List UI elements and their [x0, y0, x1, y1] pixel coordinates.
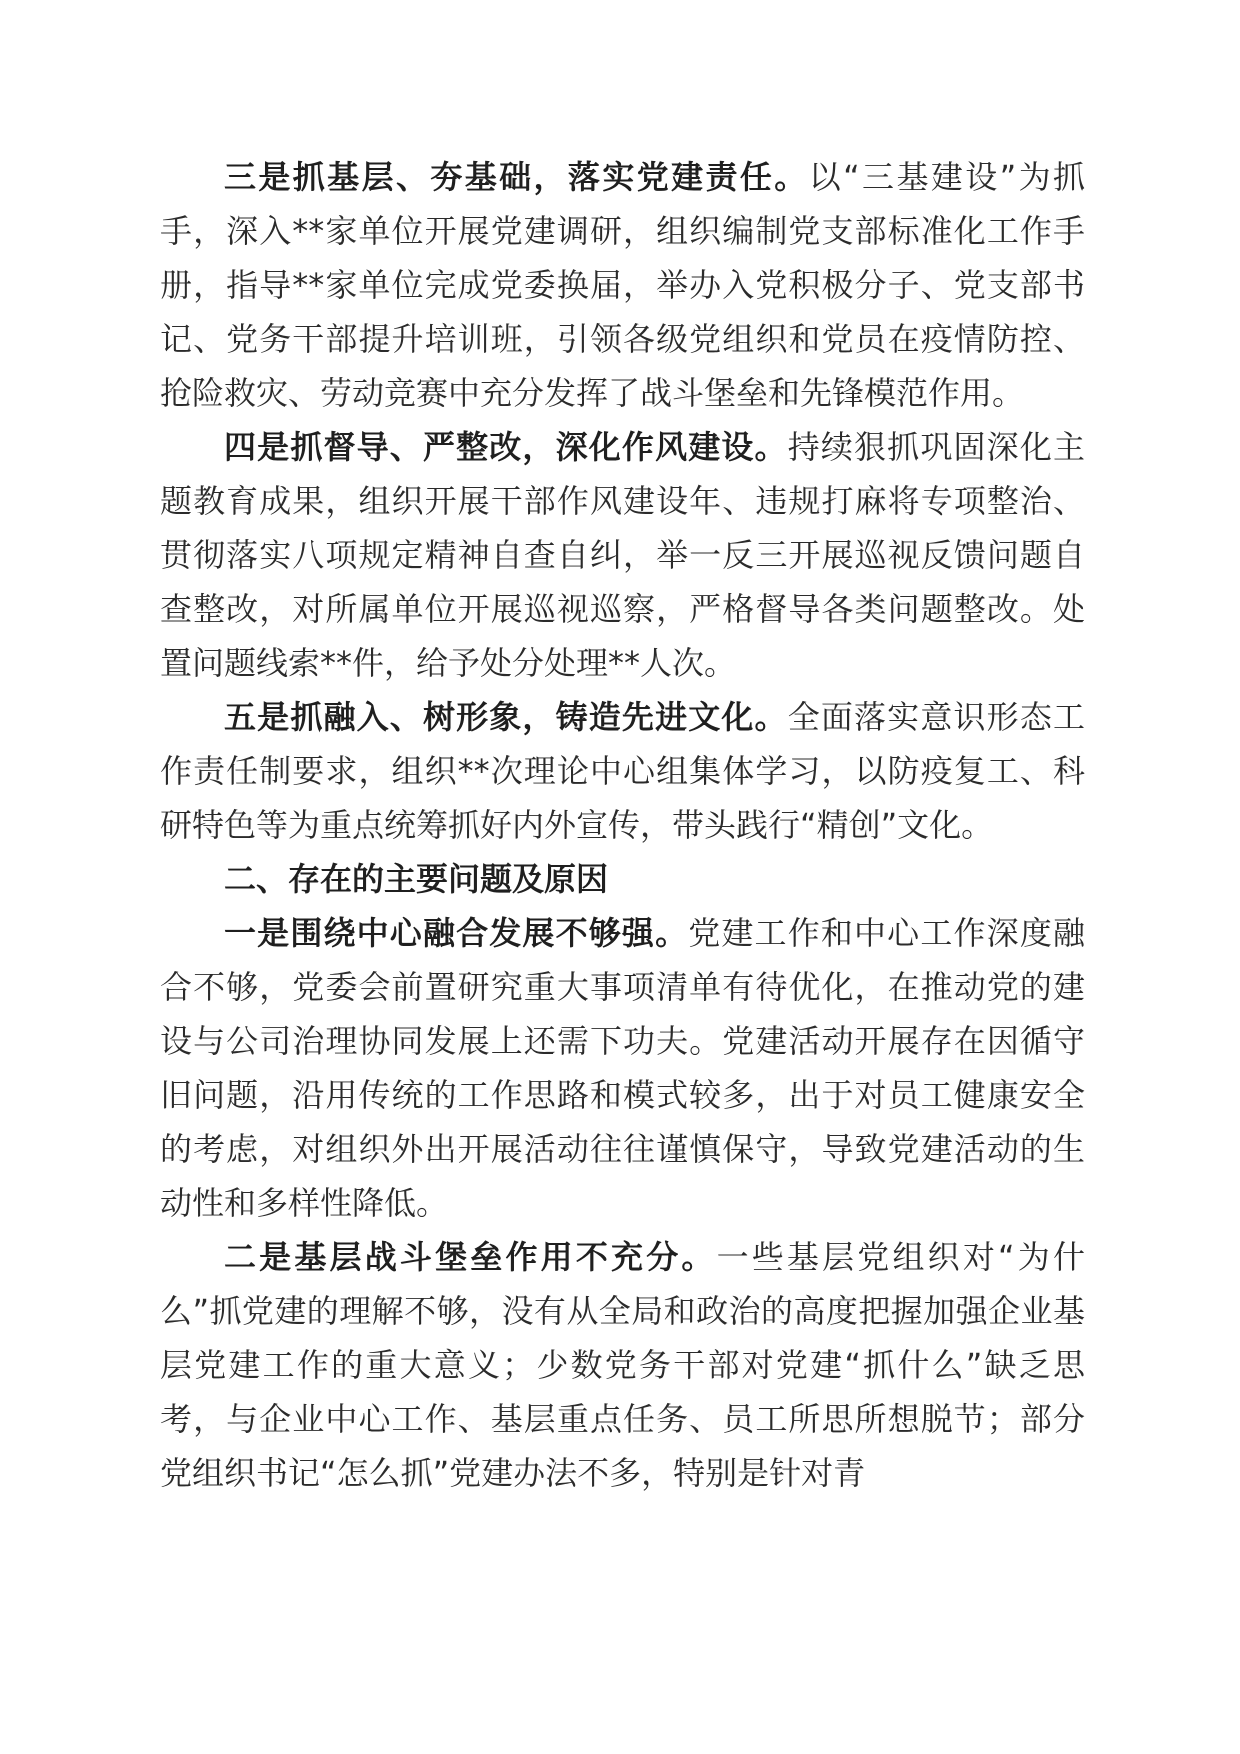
section-heading: 二、存在的主要问题及原因: [224, 860, 609, 898]
paragraph-body: 党建工作和中心工作深度融合不够，党委会前置研究重大事项清单有待优化，在推动党的建设与公司治理协同发展上还需下功夫。党建活动开展存在因循守旧问题，沿用传统的工作思路和模式较多，出于对员工健康安全的考虑，对组织外出开展活动往往谨慎保守，导致党建活动的生动性和多样性降低。: [160, 914, 1085, 1222]
paragraph-body: 持续狠抓巩固深化主题教育成果，组织开展干部作风建设年、违规打麻将专项整治、贯彻落实八项规定精神自查自纠，举一反三开展巡视反馈问题自查整改，对所属单位开展巡视巡察，严格督导各类问题整改。处置问题线索**件，给予处分处理**人次。: [160, 428, 1085, 682]
paragraph-problem-integration: [160, 906, 1085, 1230]
paragraph-lead: 二是基层战斗堡垒作用不充分。: [224, 1238, 717, 1276]
paragraph-lead: 三是抓基层、夯基础，落实党建责任。: [224, 158, 809, 196]
paragraph-party-building-responsibility: [160, 150, 1085, 420]
document-page: [160, 150, 1085, 1500]
paragraph-lead: 一是围绕中心融合发展不够强。: [224, 914, 689, 952]
paragraph-work-style: [160, 420, 1085, 690]
paragraph-problem-grassroots: [160, 1230, 1085, 1500]
paragraph-body: 以“三基建设”为抓手，深入**家单位开展党建调研，组织编制党支部标准化工作手册，指导**家单位完成党委换届，举办入党积极分子、党支部书记、党务干部提升培训班，引领各级党组织和党员在疫情防控、抢险救灾、劳动竞赛中充分发挥了战斗堡垒和先锋模范作用。: [160, 158, 1085, 412]
paragraph-lead: 五是抓融入、树形象，铸造先进文化。: [224, 698, 788, 736]
paragraph-body: 全面落实意识形态工作责任制要求，组织**次理论中心组集体学习，以防疫复工、科研特色等为重点统筹抓好内外宣传，带头践行“精创”文化。: [160, 698, 1085, 844]
paragraph-body: 一些基层党组织对“为什么”抓党建的理解不够，没有从全局和政治的高度把握加强企业基层党建工作的重大意义；少数党务干部对党建“抓什么”缺乏思考，与企业中心工作、基层重点任务、员工所思所想脱节；部分党组织书记“怎么抓”党建办法不多，特别是针对青: [160, 1238, 1085, 1492]
paragraph-lead: 四是抓督导、严整改，深化作风建设。: [224, 428, 788, 466]
paragraph-advanced-culture: [160, 690, 1085, 852]
